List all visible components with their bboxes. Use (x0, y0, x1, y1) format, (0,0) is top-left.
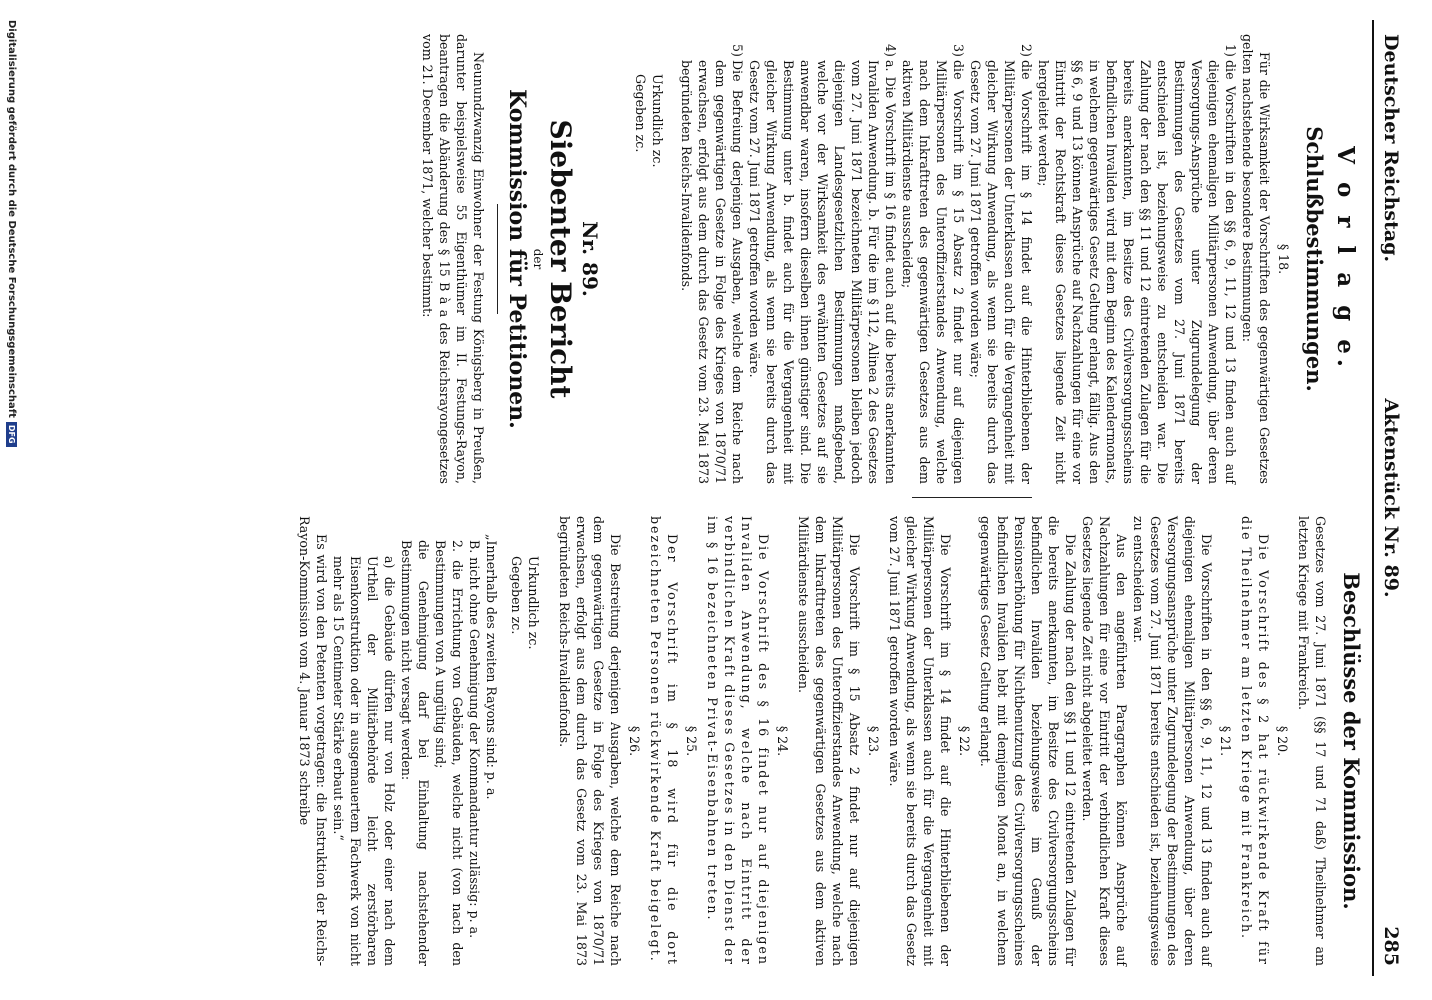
header-document-number: Aktenstück Nr. 89. (1380, 398, 1402, 598)
report-title: Siebenter Bericht (544, 119, 577, 399)
report-der: der (531, 248, 545, 270)
page-header (1372, 20, 1414, 976)
quoted-regulation (296, 516, 500, 966)
list-item-label: 1) (1223, 44, 1238, 57)
list-item-text: die Vorschrift im § 15 Absatz 2 findet nur auf diejenigen Militärpersonen des Unteroffizierstandes Anwendung, welche nach dem Inkrafttreten des gegenwärtigen Gesetzes aus dem aktiven Militärdienste ausscheiden; (900, 60, 966, 484)
quote-line: 2. die Errichtung von Gebäuden, welche nicht (von nach den Bestimmungen von A ungültig sind; (433, 540, 465, 966)
list-item-text: die Vorschrift im § 14 findet auf die Hinterbliebenen der Militärpersonen der Unterklassen auch für die Vergangenheit mit gleicher Wirkung Anwendung, als wenn sie bereits durch das Gesetz vom 27. Juni 1871 getroffen worden wäre; (968, 60, 1034, 484)
list-item (1035, 34, 1239, 484)
list-item-label: 3) (951, 44, 966, 57)
paragraph-number: § 25. (684, 725, 699, 757)
list-item (678, 34, 746, 484)
report-body: Neunundzwanzig Einwohner der Festung Königsberg in Preußen, darunter beispielsweise 55 Eigenthümer im II. Festungs-Rayon, beantragen die Abänderung des § 15 B à a des Reichsrayongesetzes vom 21. December 1871, welcher bestimmt: (420, 34, 486, 484)
signature-block (632, 34, 666, 484)
list-item-label: 4) (883, 44, 898, 57)
list-item (746, 34, 899, 484)
paragraph-number: § 22. (957, 725, 972, 757)
paragraph-text: Die Vorschrift des § 16 findet nur auf diejenigen Invaliden Anwendung, welche nach Eintritt der verbindlichen Kraft dieses Gesetzes in den Dienst der im § 16 bezeichneten Privat-Eisenbahnen treten. (705, 516, 771, 966)
quote-line: B. nicht ohne Genehmigung der Kommandantur zulässig: p. a. (467, 540, 482, 939)
continuation-text: Gesetzes vom 27. Juni 1871 (§§ 17 und 71 daß) Theilnehmer am letzten Kriege mit Frankreich. (1296, 516, 1328, 966)
signature-line: Gegeben zc. (509, 556, 524, 635)
paragraph-text: Für die Wirksamkeit der Vorschriften des gegenwärtigen Gesetzes gelten nachstehende besondere Bestimmungen: (1240, 34, 1272, 484)
column-divider (912, 497, 1032, 498)
digitization-credit (6, 20, 17, 447)
paragraph-number: § 26. (627, 725, 642, 757)
list-item-text: Die Befreiung derjenigen Ausgaben, welche dem Reiche nach dem gegenwärtigen Gesetze in Folge des Krieges von 1870/71 erwachsen, erfolgt aus dem durch das Gesetz vom 23. Mai 1873 begründeten Reichs-Invalidenfonds. (679, 60, 745, 484)
paragraph-number: § 21. (1218, 725, 1233, 757)
list-item-text: die Vorschriften in den §§ 6, 9, 11, 12 und 13 finden auch auf diejenigen ehemaligen Militärpersonen Anwendung, über deren Versorgungs-Ansprüche unter Zugrundelegung der Bestimmungen des Gesetzes vom 27. Juni 1871 bereits entschieden ist, beziehungsweise zu entscheiden war. Die Zahlung der nach den §§ 11 und 12 eintretenden Zulagen für die bereits anerkannten, im Besitze des Civilversorgungsscheins befindlichen Invaliden wird mit dem Beginn des Kalendermonats, in welchem gegenwärtiges Gesetz Geltung erlangt, fällig. Aus den §§ 6, 9 und 13 können Ansprüche auf Nachzahlungen für eine vor Eintritt der Rechtskraft dieses Gesetzes liegende Zeit nicht hergeleitet werden; (1036, 60, 1238, 484)
report-number: Nr. 89. (578, 221, 602, 297)
list-item (899, 34, 967, 484)
paragraph-number: § 20. (1275, 725, 1290, 757)
list-item-label: 2) (1019, 44, 1034, 57)
report-commission: Kommission für Petitionen. (504, 89, 530, 429)
quote-line: Es wird von den Petenten vorgetragen: die Instruktion der Reichs-Rayon-Kommission vom 4. Januar 1873 schreibe (297, 516, 329, 966)
list-item (967, 34, 1035, 484)
credit-text: Digitalisierung gefördert durch die Deutsche Forschungsgemeinschaft (6, 20, 17, 418)
signature-line: Urkundlich zc. (650, 74, 665, 168)
header-publication: Deutscher Reichstag. (1380, 34, 1402, 263)
paragraph-text: Die Vorschrift des § 2 hat rückwirkende Kraft für die Theilnehmer am letzten Kriege mit Frankreich. (1239, 516, 1271, 966)
left-column-title: V o r l a g e. (1332, 146, 1359, 372)
left-column (40, 34, 1364, 484)
divider (497, 204, 498, 314)
signature-line: Gegeben zc. (633, 74, 648, 153)
quote-intro: „Innerhalb des zweiten Rayons sind: p. a. (484, 534, 499, 800)
paragraph-text: Die Vorschrift im § 15 Absatz 2 findet nur auf diejenigen Militärpersonen des Unteroffizierstandes Anwendung, welche nach dem Inkrafttreten des gegenwärtigen Gesetzes aus dem aktiven Militärdienste ausscheiden. (796, 516, 862, 966)
section-heading: Schlußbestimmungen. (1302, 126, 1327, 392)
paragraph-number: § 18. (1276, 243, 1291, 275)
paragraph-number: § 24. (775, 725, 790, 757)
quote-line: a) die Gebäude dürfen nur von Holz oder einer nach dem Urtheil der Militärbehörde leicht zerstörbaren Eisenkonstruktion oder in ausgemauertem Fachwerk von nicht mehr als 15 Centimeter Stärke erbaut sein.“ (331, 556, 397, 966)
header-page-number: 285 (1380, 926, 1402, 966)
paragraph-text: Die Vorschriften in den §§ 6, 9, 11, 12 und 13 finden auch auf diejenigen ehemaligen Militärpersonen Anwendung, über deren Versorgungsansprüche unter Zugrundelegung der Bestimmungen des Gesetzes vom 27. Juni 1871 bereits entschieden ist, beziehungsweise zu entscheiden war. (1131, 516, 1214, 966)
paragraph-text: Der Vorschrift im § 18 wird für die dort bezeichneten Personen rückwirkende Kraft beigelegt. (648, 516, 680, 966)
paragraph-text: Die Bestreitung derjenigen Ausgaben, welche dem Reiche nach dem gegenwärtigen Gesetze in Folge des Krieges von 1870/71 erwachsen, erfolgt aus dem durch das Gesetz vom 23. Mai 1873 begründeten Reichs-Invalidenfonds. (557, 516, 623, 966)
signature-block (508, 516, 542, 966)
quote-line: die Genehmigung darf bei Einhaltung nachstehender Bestimmungen nicht versagt werden: (399, 540, 431, 966)
paragraph-text: Die Zahlung der nach den §§ 11 und 12 eintretenden Zulagen für die bereits anerkannten, im Besitze des Civilversorgungsscheins befindlichen Invaliden beziehungsweise im Genuß der Pensionserhöhung für Nichtbenutzung des Civilversorgungsscheines befindlichen Invaliden hebt mit demjenigen Monat an, in welchem gegenwärtiges Gesetz Geltung erlangt. (978, 516, 1078, 966)
list-item-label: 5) (730, 44, 745, 57)
right-column (40, 516, 1364, 966)
dfg-logo: DFG (6, 422, 17, 447)
list-item-text: a. Die Vorschrift im § 16 findet auch auf die bereits anerkannten Invaliden Anwendung. b. Für die im § 112, Alinea 2 des Gesetzes vom 27. Juni 1871 bezeichneten Militärpersonen bleiben jedoch diejenigen Landesgesetzlichen Bestimmungen maßgebend, welche vor der Wirksamkeit des erwähnten Gesetzes auf sie anwendbar waren, insofern dieselben ihnen günstiger sind. Die Bestimmung unter b. findet auch für die Vergangenheit mit gleicher Wirkung Anwendung, als wenn sie bereits durch das Gesetz vom 27. Juni 1871 getroffen worden wäre. (747, 60, 898, 484)
right-column-title: Beschlüsse der Kommission. (1339, 572, 1364, 910)
paragraph-text: Aus den angeführten Paragraphen können Ansprüche auf Nachzahlungen für eine vor Eintritt der verbindlichen Kraft dieses Gesetzes liegende Zeit nicht abgeleitet werden. (1080, 516, 1129, 966)
signature-line: Urkundlich zc. (526, 556, 541, 650)
paragraph-number: § 23. (866, 725, 881, 757)
paragraph-text: Die Vorschrift im § 14 findet auf die Hinterbliebenen der Militärpersonen der Unterklassen auch für die Vergangenheit mit gleicher Wirkung Anwendung, als wenn sie bereits durch das Gesetz vom 27. Juni 1871 getroffen worden wäre. (887, 516, 953, 966)
